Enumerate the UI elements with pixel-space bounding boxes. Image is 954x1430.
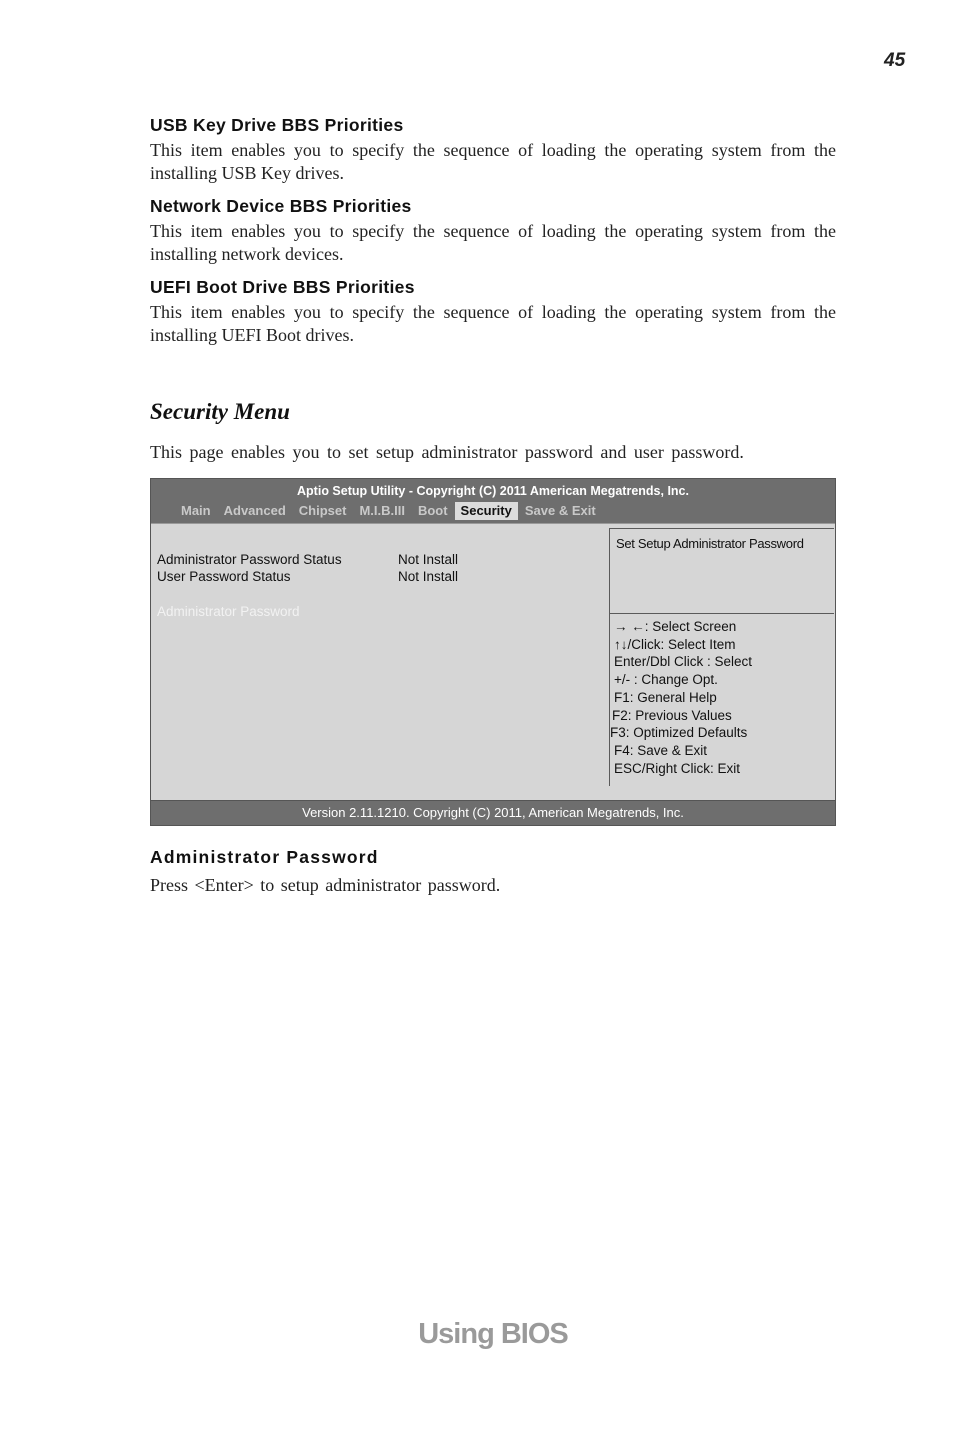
key-exit: ESC/Right Click: Exit [614,760,741,776]
key-optimized-defaults: F3: Optimized Defaults [610,725,748,741]
tab-boot[interactable]: Boot [417,503,448,518]
bios-footer-strip [151,788,835,801]
section-heading: Network Device BBS Priorities [150,196,412,216]
tab-advanced[interactable]: Advanced [223,503,286,518]
menu-intro: This page enables you to set setup administrator password and user password. [150,442,744,462]
section-network-device [150,196,836,266]
section-usb-key-drive [150,115,836,185]
key-previous-values: F2: Previous Values [612,707,732,723]
key-select: Enter/Dbl Click : Select [614,654,753,670]
administrator-password-item[interactable]: Administrator Password [157,604,300,619]
section-text: This item enables you to specify the sequence of loading the operating system from the installing UEFI Boot drives. [150,302,836,345]
user-password-status-row [157,569,458,584]
bios-tab-bar [175,502,603,520]
footer-title: Using BIOS [418,1318,568,1350]
section-text: This item enables you to specify the sequence of loading the operating system from the installing USB Key drives. [150,140,836,183]
section-heading: UEFI Boot Drive BBS Priorities [150,277,415,297]
row-label: Administrator Password Status [157,552,342,567]
bios-version: Version 2.11.1210. Copyright (C) 2011, American Megatrends, Inc. [302,805,684,820]
tab-security[interactable]: Security [455,502,518,520]
key-save-exit: F4: Save & Exit [614,742,708,758]
help-panel [610,528,834,614]
key-change-opt: +/- : Change Opt. [614,672,718,688]
page-number: 45 [884,50,906,71]
help-text: Set Setup Administrator Password [616,536,804,551]
section-uefi-boot-drive [150,277,836,347]
key-select-item: ↑↓/Click: Select Item [614,636,736,652]
tab-chipset[interactable]: Chipset [298,503,347,518]
tab-mib[interactable]: M.I.B.III [359,503,405,518]
bios-screenshot [150,478,836,826]
section-heading: USB Key Drive BBS Priorities [150,115,404,135]
tab-main[interactable]: Main [181,503,211,518]
section-text: This item enables you to specify the sequence of loading the operating system from the installing network devices. [150,221,836,264]
key-legend [610,618,832,777]
section-text: Press <Enter> to setup administrator password. [150,875,501,895]
tab-save-exit[interactable]: Save & Exit [524,503,596,518]
bios-title: Aptio Setup Utility - Copyright (C) 2011 American Megatrends, Inc. [297,484,689,498]
key-select-screen: → ←: Select Screen [614,619,737,634]
bios-body [151,523,835,789]
key-general-help: F1: General Help [614,689,717,705]
row-label: User Password Status [157,569,291,584]
admin-password-status-row [157,552,458,567]
row-value: Not Install [398,569,459,584]
section-heading: Administrator Password [150,847,379,867]
menu-title: Security Menu [150,399,290,424]
section-administrator-password [150,847,836,897]
bios-settings-panel [151,524,609,788]
row-value: Not Install [398,552,459,567]
